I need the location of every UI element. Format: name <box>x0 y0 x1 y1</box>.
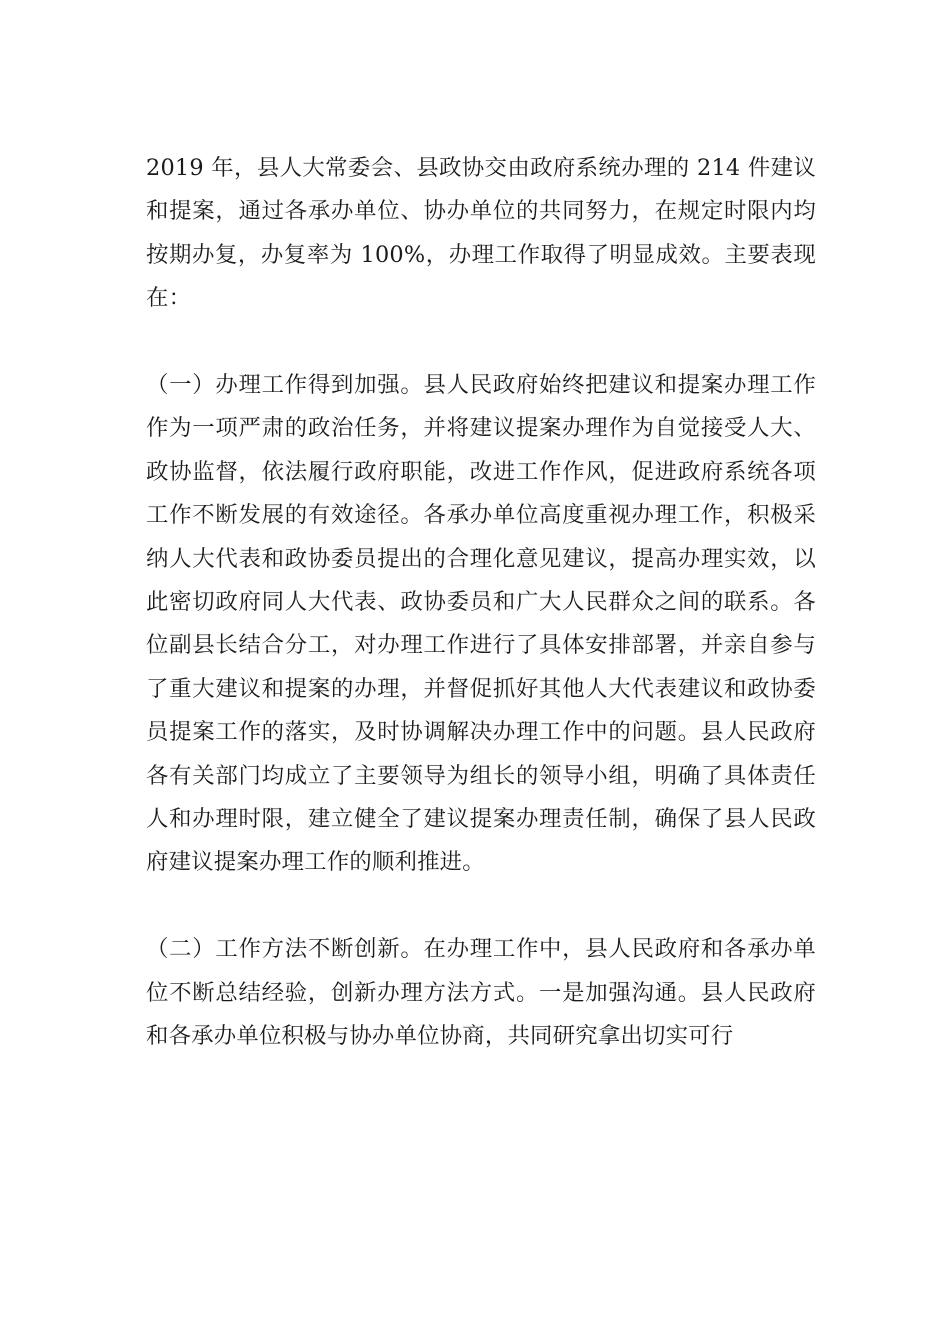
paragraph-intro: 2019 年，县人大常委会、县政协交由政府系统办理的 214 件建议和提案，通过各承办单位、协办单位的共同努力，在规定时限内均按期办复，办复率为 100%，办理工作取得了明显成效。主要表现在： <box>146 155 816 312</box>
document-body <box>146 147 816 1059</box>
paragraph-section-two: （二）工作方法不断创新。在办理工作中，县人民政府和各承办单位不断总结经验，创新办理方法方式。一是加强沟通。县人民政府和各承办单位积极与协办单位协商，共同研究拿出切实可行 <box>146 936 816 1050</box>
paragraph-section-one: （一）办理工作得到加强。县人民政府始终把建议和提案办理工作作为一项严肃的政治任务，并将建议提案办理作为自觉接受人大、政协监督，依法履行政府职能，改进工作作风，促进政府系统各项工作不断发展的有效途径。各承办单位高度重视办理工作，积极采纳人大代表和政协委员提出的合理化意见建议，提高办理实效，以此密切政府同人大代表、政协委员和广大人民群众之间的联系。各位副县长结合分工，对办理工作进行了具体安排部署，并亲自参与了重大建议和提案的办理，并督促抓好其他人大代表建议和政协委员提案工作的落实，及时协调解决办理工作中的问题。县人民政府各有关部门均成立了主要领导为组长的领导小组，明确了具体责任人和办理时限，建立健全了建议提案办理责任制，确保了县人民政府建议提案办理工作的顺利推进。 <box>146 372 816 876</box>
